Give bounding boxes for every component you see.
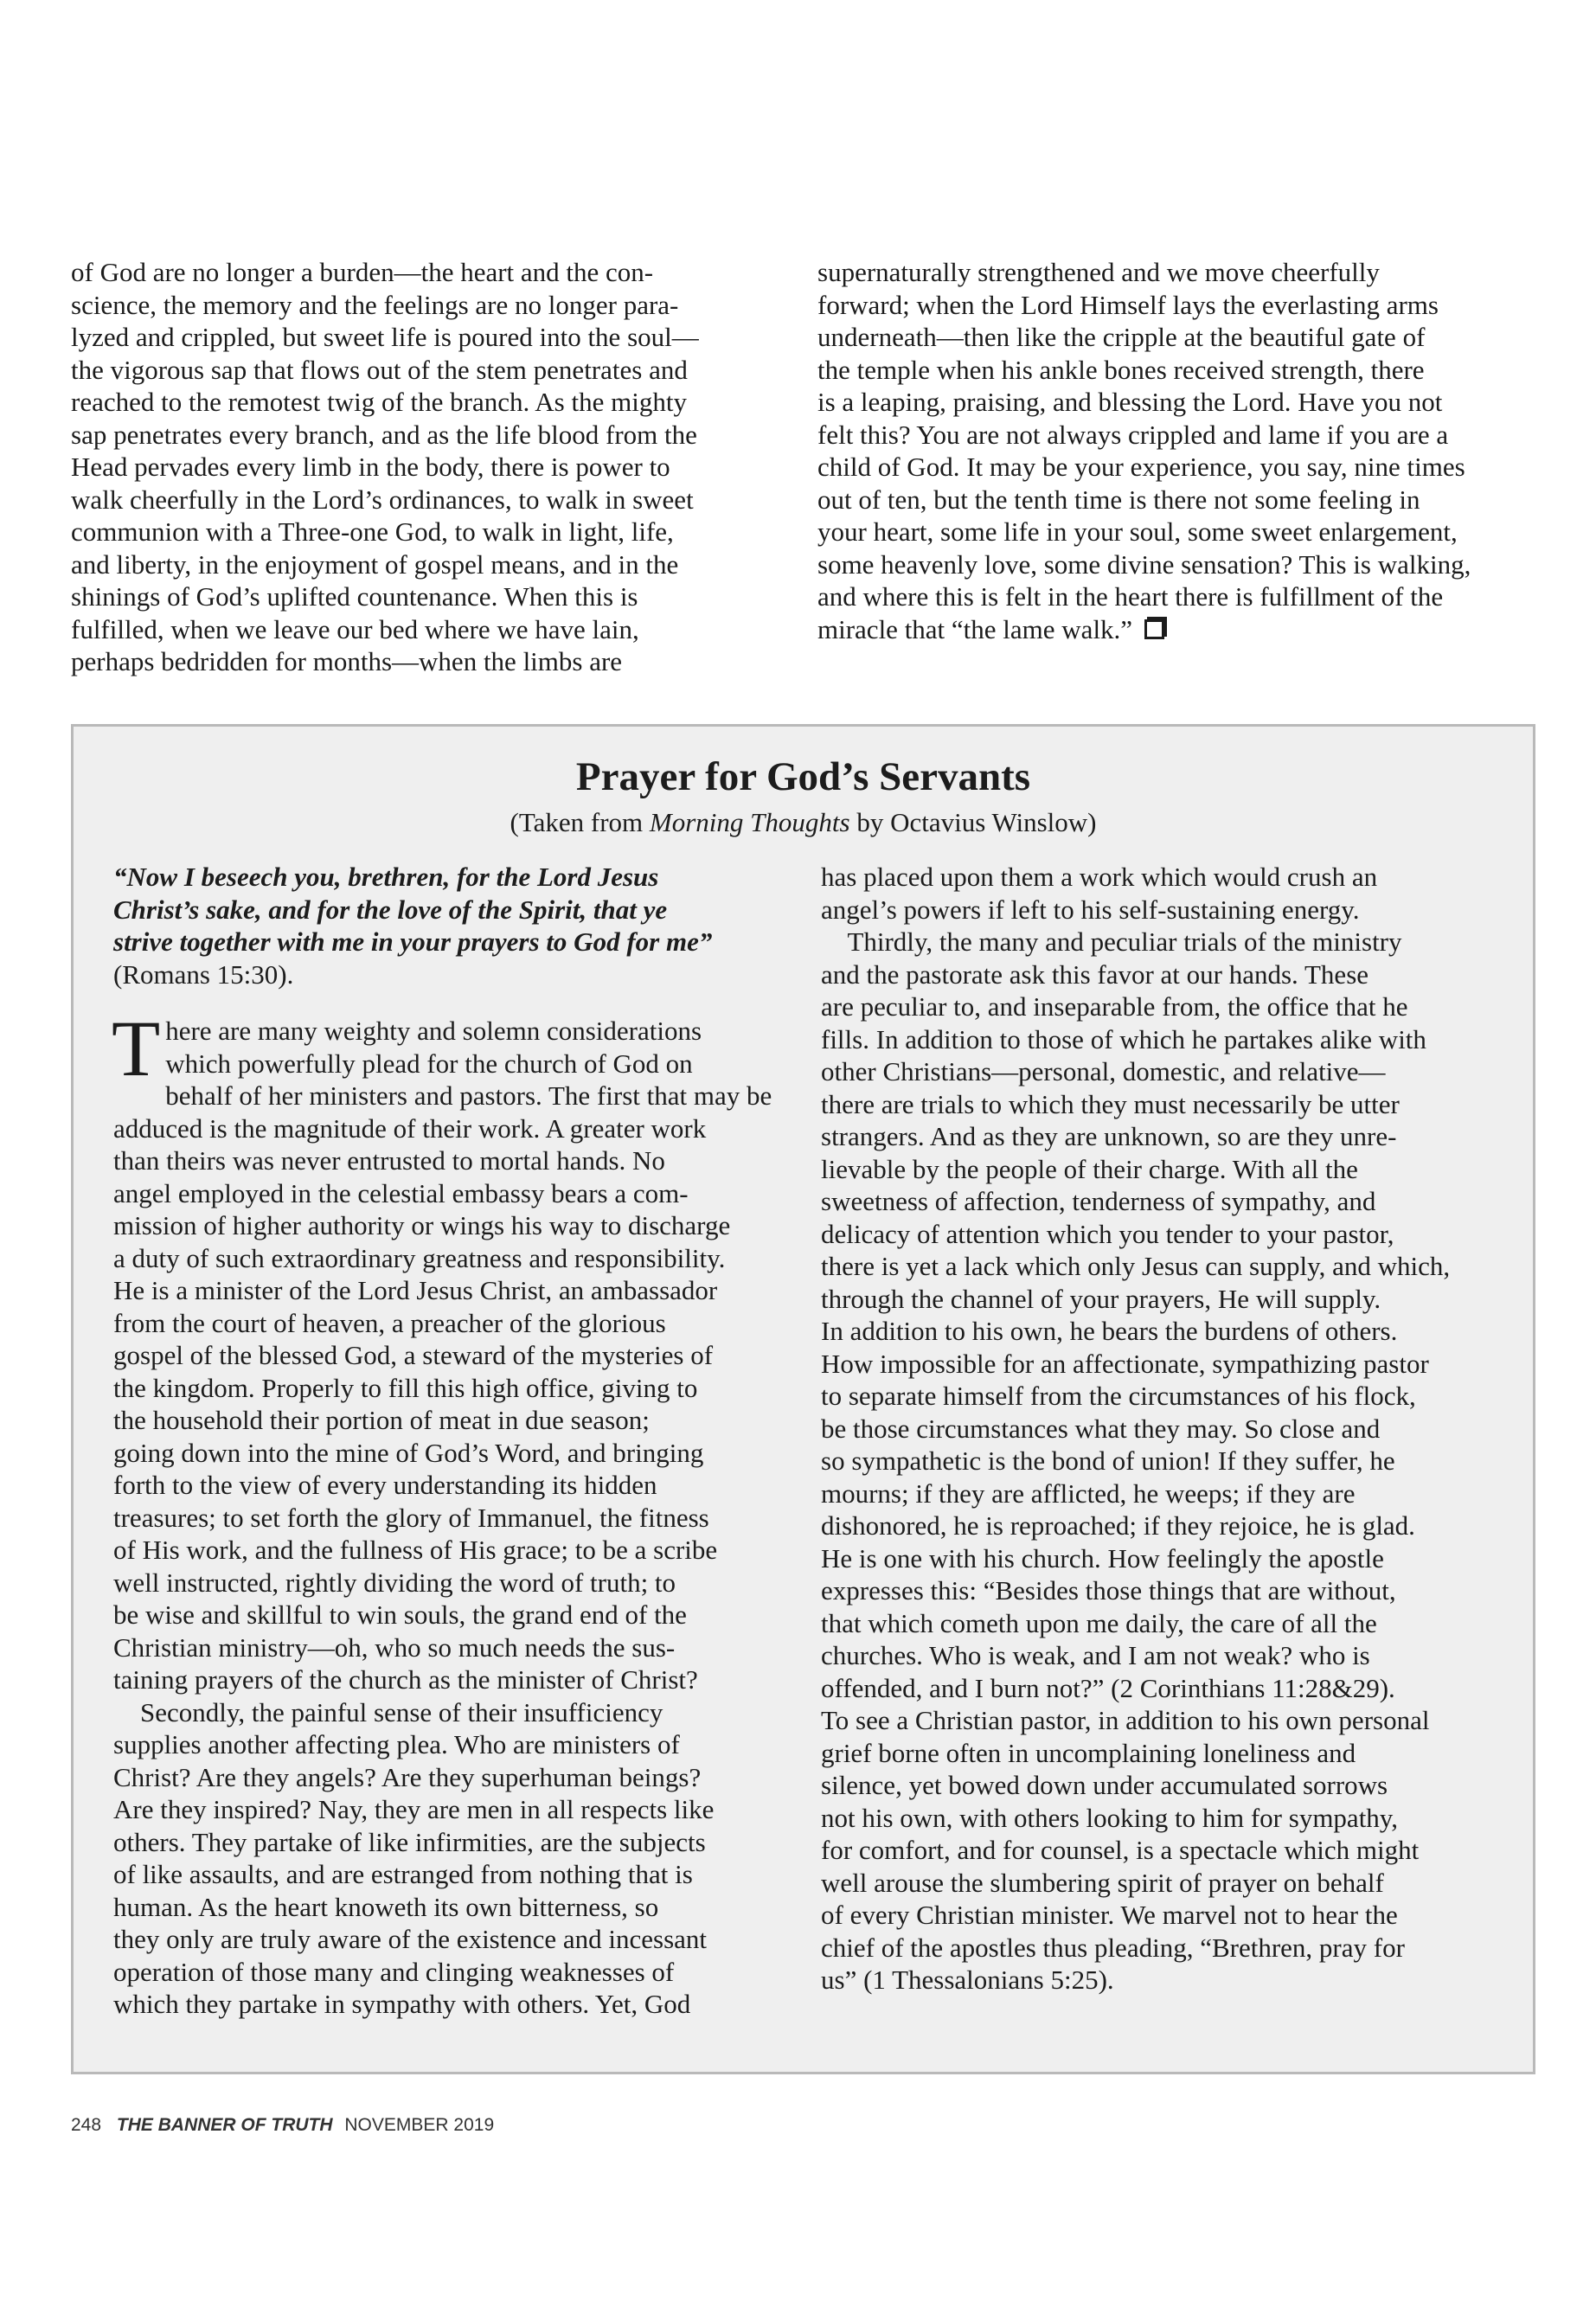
text-line: Christian ministry—oh, who so much needs the sus-: [113, 1631, 676, 1663]
text-line: miracle that “the lame walk.”: [817, 613, 1535, 646]
text-line: of like assaults, and are estranged from nothing that is: [113, 1859, 693, 1889]
text-line: sap penetrates every branch, and as the life blood from the: [71, 419, 697, 450]
text-line: your heart, some life in your soul, some sweet enlargement,: [817, 516, 1458, 547]
text-line: to separate himself from the circumstances of his flock,: [821, 1381, 1416, 1411]
text-line: than theirs was never entrusted to mortal hands. No: [113, 1145, 665, 1176]
text-line: the kingdom. Properly to fill this high office, giving to: [113, 1372, 698, 1403]
text-line: human. As the heart knoweth its own bitterness, so: [113, 1891, 659, 1922]
text-line: perhaps bedridden for months—when the limbs are: [71, 646, 623, 676]
epigraph-line: “Now I beseech you, brethren, for the Lord Jesus: [113, 862, 659, 892]
page-footer: [71, 2114, 494, 2137]
text-line: so sympathetic is the bond of union! If they suffer, he: [821, 1445, 1395, 1476]
text-line: here are many weighty and solemn considerations: [165, 1016, 702, 1046]
sidebar-left-lines: [112, 1004, 797, 2021]
text-line: out of ten, but the tenth time is there not some feeling in: [817, 484, 1420, 515]
text-line: has placed upon them a work which would crush an: [821, 862, 1378, 892]
text-line: Thirdly, the many and peculiar trials of the ministry: [821, 926, 1402, 957]
text-line: behalf of her ministers and pastors. The first that may be: [165, 1080, 772, 1111]
text-line: there is yet a lack which only Jesus can supply, and which,: [821, 1251, 1451, 1281]
text-line: supernaturally strengthened and we move cheerfully: [817, 257, 1380, 287]
text-line: the vigorous sap that flows out of the stem penetrates and: [71, 354, 688, 385]
text-line: a duty of such extraordinary greatness and responsibility.: [113, 1242, 726, 1273]
text-line: child of God. It may be your experience, you say, nine times: [817, 452, 1465, 482]
epigraph-line: strive together with me in your prayers to God for me”: [113, 926, 713, 957]
text-line: they only are truly aware of the existence and incessant: [113, 1924, 708, 1954]
text-line: operation of those many and clinging weaknesses of: [113, 1956, 675, 1987]
text-line: and the pastorate ask this favor at our hands. These: [821, 958, 1369, 990]
text-line: In addition to his own, he bears the burdens of others.: [821, 1316, 1398, 1346]
end-of-article-mark: [1144, 619, 1164, 639]
text-line: the temple when his ankle bones received strength, there: [817, 354, 1425, 385]
text-line: offended, and I burn not?” (2 Corinthians 11:28&29).: [821, 1672, 1395, 1703]
text-line: going down into the mine of God’s Word, and bringing: [113, 1437, 704, 1468]
text-line: well instructed, rightly dividing the word of truth; to: [113, 1567, 676, 1598]
text-line: lyzed and crippled, but sweet life is poured into the soul—: [71, 322, 699, 352]
text-line: supplies another affecting plea. Who are ministers of: [113, 1729, 680, 1759]
text-line: for comfort, and for counsel, is a spectacle which might: [821, 1835, 1420, 1865]
text-line: other Christians—personal, domestic, and relative—: [821, 1056, 1386, 1086]
text-line: which powerfully plead for the church of God on: [165, 1048, 693, 1079]
text-line: and where this is felt in the heart there is fulfillment of the: [817, 581, 1444, 612]
sidebar-subtitle: [74, 806, 1533, 839]
sidebar-column-right: [821, 861, 1513, 1997]
text-line: forth to the view of every understanding its hidden: [113, 1470, 657, 1500]
text-line: taining prayers of the church as the minister of Christ?: [113, 1664, 698, 1695]
drop-cap: T: [112, 1004, 161, 1093]
text-line: some heavenly love, some divine sensation? This is walking,: [817, 548, 1471, 580]
text-line: treasures; to set forth the glory of Immanuel, the fitness: [113, 1502, 709, 1533]
text-line: others. They partake of like infirmities, are the subjects: [113, 1826, 706, 1857]
text-line: chief of the apostles thus pleading, “Brethren, pray for: [821, 1932, 1405, 1963]
text-line: and liberty, in the enjoyment of gospel means, and in the: [71, 548, 679, 580]
text-line: adduced is the magnitude of their work. A greater work: [113, 1112, 707, 1144]
text-line: lievable by the people of their charge. With all the: [821, 1153, 1358, 1184]
article-column-right: [817, 256, 1535, 645]
text-line: silence, yet bowed down under accumulated sorrows: [821, 1770, 1388, 1800]
subtitle-book-title: Morning Thoughts: [649, 807, 850, 837]
text-line: Head pervades every limb in the body, there is power to: [71, 452, 670, 482]
text-line: the household their portion of meat in due season;: [113, 1405, 650, 1435]
text-line: of His work, and the fullness of His grace; to be a scribe: [113, 1535, 718, 1565]
text-line: delicacy of attention which you tender to your pastor,: [821, 1218, 1394, 1249]
text-line: science, the memory and the feelings are no longer para-: [71, 289, 679, 320]
sidebar-title: Prayer for God’s Servants: [575, 754, 1031, 799]
text-line: shinings of God’s uplifted countenance. When this is: [71, 581, 638, 612]
text-line: reached to the remotest twig of the branch. As the mighty: [71, 387, 687, 417]
text-line: angel’s powers if left to his self-sustaining energy.: [821, 894, 1360, 925]
text-line: from the court of heaven, a preacher of the glorious: [113, 1307, 666, 1338]
text-line: underneath—then like the cripple at the beautiful gate of: [817, 322, 1426, 352]
text-line: To see a Christian pastor, in addition to his own personal: [821, 1705, 1430, 1735]
text-line: be wise and skillful to win souls, the grand end of the: [113, 1599, 687, 1630]
text-line: there are trials to which they must necessarily be utter: [821, 1088, 1400, 1119]
text-line: are peculiar to, and inseparable from, the office that he: [821, 991, 1408, 1022]
page-number: 248: [71, 2115, 102, 2135]
text-line: walk cheerfully in the Lord’s ordinances, to walk in sweet: [71, 484, 694, 515]
text-line: felt this? You are not always crippled and lame if you are a: [817, 419, 1449, 450]
text-line: sweetness of affection, tenderness of sympathy, and: [821, 1186, 1376, 1216]
text-line: How impossible for an affectionate, sympathizing pastor: [821, 1348, 1429, 1379]
text-line: fulfilled, when we leave our bed where we have lain,: [71, 613, 639, 644]
text-line: Christ? Are they angels? Are they superhuman beings?: [113, 1761, 702, 1792]
epigraph-line: Christ’s sake, and for the love of the Spirit, that ye: [113, 894, 668, 925]
text-line: strangers. And as they are unknown, so are they unre-: [821, 1121, 1397, 1151]
text-line: dishonored, he is reproached; if they rejoice, he is glad.: [821, 1510, 1415, 1541]
text-line: be those circumstances what they may. So close and: [821, 1413, 1381, 1444]
prayer-sidebar-box: [71, 724, 1535, 2074]
sidebar-body-left: [112, 1004, 797, 2021]
text-line: through the channel of your prayers, He will supply.: [821, 1283, 1381, 1314]
text-line: He is one with his church. How feelingly the apostle: [821, 1542, 1384, 1574]
text-line: of every Christian minister. We marvel not to hear the: [821, 1900, 1398, 1930]
text-line: forward; when the Lord Himself lays the everlasting arms: [817, 289, 1439, 320]
text-line: us” (1 Thessalonians 5:25).: [821, 1965, 1114, 1995]
text-line: angel employed in the celestial embassy bears a com-: [113, 1177, 689, 1208]
text-line: is a leaping, praising, and blessing the Lord. Have you not: [817, 387, 1443, 417]
text-line: well arouse the slumbering spirit of prayer on behalf: [821, 1867, 1384, 1898]
text-line: Are they inspired? Nay, they are men in all respects like: [113, 1794, 715, 1824]
magazine-name: THE BANNER OF TRUTH: [116, 2115, 333, 2135]
subtitle-prefix: (Taken from: [510, 807, 650, 837]
text-line: of God are no longer a burden—the heart and the con-: [71, 257, 654, 287]
text-line: which they partake in sympathy with others. Yet, God: [113, 1989, 691, 2019]
text-line: that which cometh upon me daily, the care of all the: [821, 1607, 1377, 1638]
text-line: communion with a Three-one God, to walk in light, life,: [71, 516, 674, 547]
text-line: grief borne often in uncomplaining loneliness and: [821, 1737, 1356, 1768]
text-line: mission of higher authority or wings his way to discharge: [113, 1210, 731, 1240]
subtitle-suffix: by Octavius Winslow): [849, 807, 1097, 837]
text-line: expresses this: “Besides those things that are without,: [821, 1575, 1396, 1606]
epigraph: [113, 861, 797, 958]
text-line: He is a minister of the Lord Jesus Christ, an ambassador: [113, 1275, 718, 1305]
epigraph-reference: (Romans 15:30).: [113, 958, 294, 990]
text-line: churches. Who is weak, and I am not weak? who is: [821, 1640, 1370, 1670]
sidebar-column-left: [113, 861, 797, 2021]
article-column-left: [71, 256, 780, 678]
text-line: mourns; if they are afflicted, he weeps; if they are: [821, 1477, 1356, 1509]
text-line: not his own, with others looking to him for sympathy,: [821, 1802, 1399, 1833]
issue-date: NOVEMBER 2019: [344, 2115, 495, 2135]
text-line: gospel of the blessed God, a steward of the mysteries of: [113, 1340, 714, 1370]
text-line: fills. In addition to those of which he partakes alike with: [821, 1023, 1426, 1054]
text-line: Secondly, the painful sense of their insufficiency: [113, 1696, 663, 1727]
